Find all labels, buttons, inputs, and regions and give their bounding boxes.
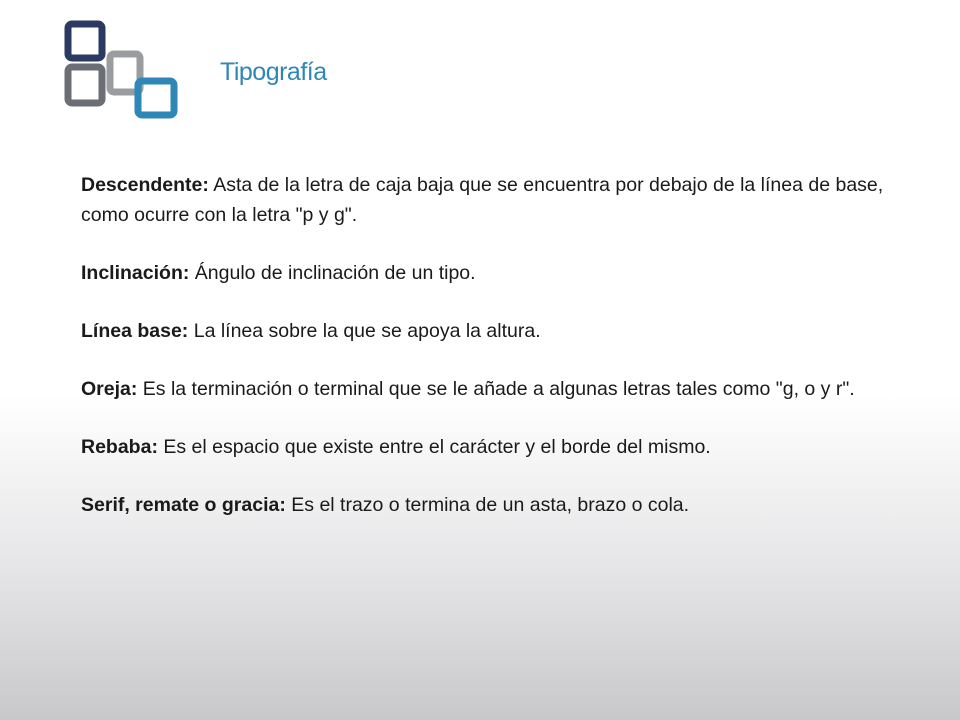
glossary-entry: [81, 432, 901, 462]
glossary-entry: [81, 258, 901, 288]
term: Inclinación:: [81, 262, 190, 284]
term: Rebaba:: [81, 436, 158, 458]
logo-square-gray: [68, 67, 102, 103]
definition: Es el espacio que existe entre el carácter y el borde del mismo.: [163, 436, 711, 458]
glossary-entry: [81, 374, 901, 404]
term: Línea base:: [81, 320, 189, 342]
term: Descendente:: [81, 174, 209, 196]
definition: Asta de la letra de caja baja que se encuentra por debajo de la línea de base, como ocurre con la letra "p y g".: [81, 174, 884, 226]
term: Serif, remate o gracia:: [81, 494, 286, 516]
logo-square-navy: [68, 24, 102, 58]
definition: Es la terminación o terminal que se le añade a algunas letras tales como "g, o y r".: [142, 378, 855, 400]
glossary-entry: [81, 170, 901, 230]
definition: La línea sobre la que se apoya la altura.: [193, 320, 541, 342]
logo-squares-icon: [60, 16, 220, 126]
logo-title: Tipografía: [220, 58, 327, 86]
glossary-entry: [81, 316, 901, 346]
definition: Es el trazo o termina de un asta, brazo o cola.: [291, 494, 690, 516]
definition: Ángulo de inclinación de un tipo.: [194, 262, 476, 284]
logo: [60, 16, 327, 126]
glossary-entry: [81, 490, 901, 520]
glossary: [81, 170, 901, 548]
term: Oreja:: [81, 378, 138, 400]
